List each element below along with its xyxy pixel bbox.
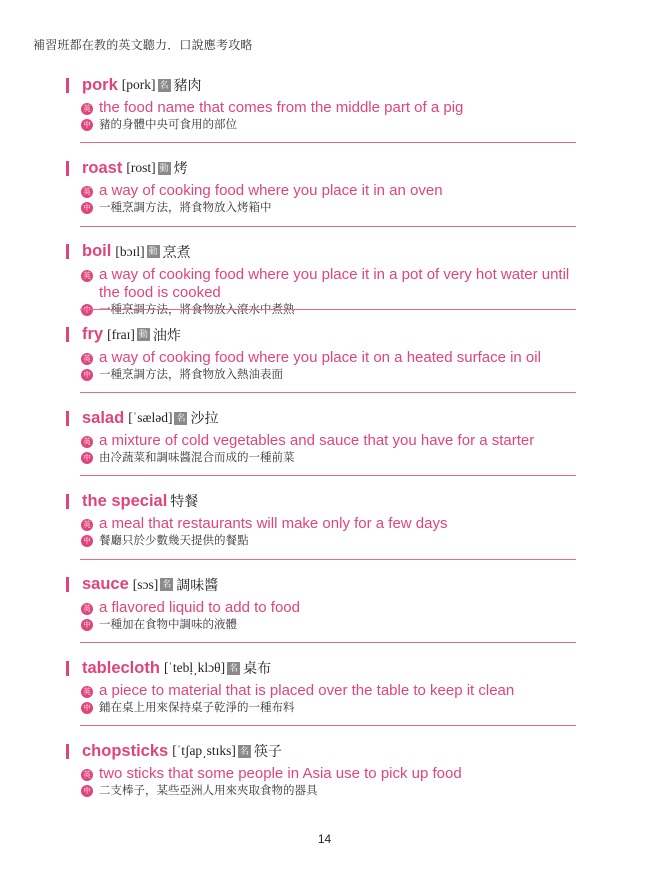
vocab-entry bbox=[66, 573, 576, 653]
entry-headword-row bbox=[66, 739, 576, 763]
entry-headword-row bbox=[66, 73, 576, 97]
pronunciation: [rost] bbox=[126, 160, 156, 176]
pronunciation: [pork] bbox=[121, 77, 156, 92]
english-definition-row bbox=[66, 765, 576, 783]
english-definition: a flavored liquid to add to food bbox=[99, 598, 300, 616]
pronunciation: [ˈtebḷ͵klɔθ] bbox=[163, 660, 226, 676]
chinese-definition-row bbox=[66, 117, 576, 133]
english-definition-row bbox=[66, 599, 576, 617]
chinese-definition: 鋪在桌上用來保持桌子乾淨的一種布料 bbox=[99, 702, 295, 715]
vocab-entry bbox=[66, 489, 576, 569]
chinese-badge-icon: 中 bbox=[81, 702, 93, 714]
vocab-entry bbox=[66, 323, 576, 403]
english-definition-row bbox=[66, 99, 576, 117]
chinese-translation: 烤 bbox=[173, 160, 188, 177]
pronunciation: [ˈsæləd] bbox=[128, 410, 173, 426]
chinese-badge-icon: 中 bbox=[81, 535, 93, 547]
english-badge-icon: 英 bbox=[81, 353, 93, 365]
entry-marker-bar bbox=[66, 78, 69, 93]
english-badge-icon: 英 bbox=[81, 686, 93, 698]
entry-marker-bar bbox=[66, 161, 69, 176]
english-definition: a mixture of cold vegetables and sauce that you have for a starter bbox=[99, 432, 535, 450]
english-definition: the food name that comes from the middle part of a pig bbox=[99, 99, 464, 116]
headword: boil bbox=[82, 242, 112, 261]
chinese-definition-row bbox=[66, 450, 576, 466]
chinese-translation: 調味醬 bbox=[176, 576, 219, 593]
entry-marker-bar bbox=[66, 244, 69, 259]
vocab-entry bbox=[66, 656, 576, 736]
headword: salad bbox=[82, 408, 125, 427]
part-of-speech-badge: 名 bbox=[176, 412, 186, 423]
entry-headword-row bbox=[66, 323, 576, 347]
english-badge-icon: 英 bbox=[81, 769, 93, 781]
chinese-badge-icon: 中 bbox=[81, 202, 93, 214]
english-definition-row bbox=[66, 432, 576, 450]
divider-line bbox=[80, 475, 576, 476]
divider-line bbox=[80, 309, 576, 310]
vocab-entry bbox=[66, 156, 576, 236]
page-number: 14 bbox=[317, 832, 332, 846]
pronunciation: [fraɪ] bbox=[107, 326, 135, 342]
chinese-definition-row bbox=[66, 533, 576, 549]
english-definition: a way of cooking food where you place it on a heated surface in oil bbox=[99, 348, 541, 366]
divider-line bbox=[80, 142, 576, 143]
chinese-badge-icon: 中 bbox=[81, 369, 93, 381]
english-badge-icon: 英 bbox=[81, 519, 93, 531]
english-definition-row bbox=[66, 182, 576, 200]
headword: roast bbox=[82, 158, 123, 177]
chinese-translation: 筷子 bbox=[253, 743, 282, 760]
entry-headword-row bbox=[66, 656, 576, 680]
part-of-speech-badge: 名 bbox=[162, 579, 172, 590]
divider-line bbox=[80, 392, 576, 393]
headword: tablecloth bbox=[82, 658, 160, 677]
chinese-definition: 一種加在食物中調味的液體 bbox=[99, 618, 237, 631]
entry-marker-bar bbox=[66, 327, 69, 342]
chinese-badge-icon: 中 bbox=[81, 619, 93, 631]
chinese-definition: 一種烹調方法，將食物放入烤箱中 bbox=[99, 202, 272, 215]
part-of-speech-badge: 動 bbox=[159, 162, 169, 173]
entry-marker-bar bbox=[66, 661, 69, 676]
entry-headword-row bbox=[66, 489, 576, 513]
entry-headword-row bbox=[66, 573, 576, 597]
headword: chopsticks bbox=[82, 741, 169, 760]
vocab-entry bbox=[66, 73, 576, 153]
english-badge-icon: 英 bbox=[81, 186, 93, 198]
headword: the special bbox=[82, 491, 168, 510]
chinese-translation: 烹煮 bbox=[162, 243, 191, 260]
entry-headword-row bbox=[66, 240, 576, 264]
english-badge-icon: 英 bbox=[81, 603, 93, 615]
chinese-badge-icon: 中 bbox=[81, 785, 93, 797]
chinese-definition: 餐廳只於少數幾天提供的餐點 bbox=[99, 535, 249, 548]
vocabulary-list bbox=[66, 70, 576, 820]
english-definition-row bbox=[66, 349, 576, 367]
english-definition: two sticks that some people in Asia use to pick up food bbox=[99, 765, 462, 783]
entry-marker-bar bbox=[66, 577, 69, 592]
chinese-definition: 一種烹調方法，將食物放入熱油表面 bbox=[99, 368, 283, 381]
english-definition: a piece to material that is placed over the table to keep it clean bbox=[99, 682, 515, 700]
headword: sauce bbox=[82, 575, 129, 594]
chinese-definition-row bbox=[66, 617, 576, 633]
english-badge-icon: 英 bbox=[81, 436, 93, 448]
entry-headword-row bbox=[66, 406, 576, 430]
part-of-speech-badge: 名 bbox=[229, 662, 239, 673]
entry-marker-bar bbox=[66, 744, 69, 759]
divider-line bbox=[80, 725, 576, 726]
chinese-translation: 特餐 bbox=[170, 493, 199, 510]
chinese-translation: 沙拉 bbox=[190, 410, 219, 427]
chinese-translation: 油炸 bbox=[152, 326, 181, 343]
divider-line bbox=[80, 226, 576, 227]
vocab-entry bbox=[66, 406, 576, 486]
chinese-translation: 豬肉 bbox=[173, 77, 202, 93]
part-of-speech-badge: 動 bbox=[148, 246, 158, 257]
english-badge-icon: 英 bbox=[81, 270, 93, 282]
chinese-definition: 豬的身體中央可食用的部位 bbox=[99, 119, 237, 131]
chinese-badge-icon: 中 bbox=[81, 452, 93, 464]
english-definition-row bbox=[66, 515, 576, 533]
english-definition: a way of cooking food where you place it in a pot of very hot water until the food is cooked bbox=[99, 265, 570, 301]
english-definition-row bbox=[66, 266, 576, 302]
vocab-entry bbox=[66, 240, 576, 320]
headword: pork bbox=[82, 75, 118, 94]
headword: fry bbox=[82, 325, 104, 344]
entry-headword-row bbox=[66, 156, 576, 180]
running-header: 補習班都在教的英文聽力．口說應考攻略 bbox=[33, 38, 253, 52]
chinese-definition-row bbox=[66, 783, 576, 799]
chinese-definition-row bbox=[66, 200, 576, 216]
pronunciation: [bɔɪl] bbox=[115, 243, 145, 259]
english-definition-row bbox=[66, 682, 576, 700]
divider-line bbox=[80, 559, 576, 560]
part-of-speech-badge: 動 bbox=[138, 329, 148, 340]
entry-marker-bar bbox=[66, 494, 69, 509]
chinese-definition-row bbox=[66, 367, 576, 383]
pronunciation: [ˈtʃap͵stɪks] bbox=[172, 743, 236, 759]
chinese-definition: 由冷蔬菜和調味醬混合而成的一種前菜 bbox=[99, 452, 295, 465]
part-of-speech-badge: 名 bbox=[239, 745, 249, 756]
english-definition: a way of cooking food where you place it in an oven bbox=[99, 182, 443, 200]
divider-line bbox=[80, 642, 576, 643]
part-of-speech-badge: 名 bbox=[159, 79, 169, 90]
chinese-definition: 二支棒子，某些亞洲人用來夾取食物的器具 bbox=[99, 785, 318, 798]
chinese-badge-icon: 中 bbox=[81, 119, 93, 131]
entry-marker-bar bbox=[66, 411, 69, 426]
english-badge-icon: 英 bbox=[81, 103, 93, 115]
pronunciation: [sɔs] bbox=[132, 576, 159, 592]
chinese-definition-row bbox=[66, 700, 576, 716]
english-definition: a meal that restaurants will make only for a few days bbox=[99, 515, 448, 533]
vocab-entry bbox=[66, 739, 576, 819]
chinese-translation: 桌布 bbox=[243, 660, 272, 677]
